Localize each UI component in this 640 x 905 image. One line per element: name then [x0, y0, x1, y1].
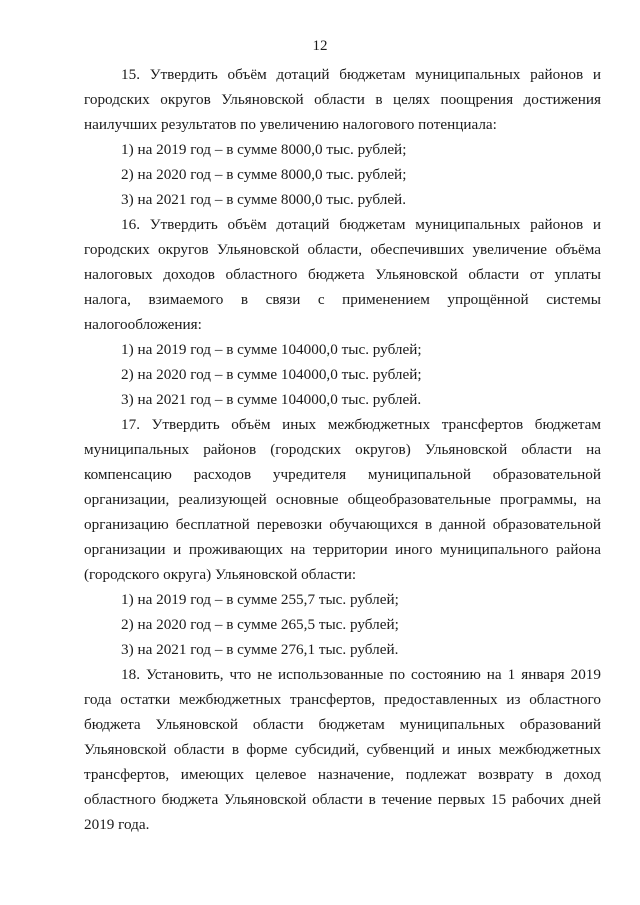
paragraph-15: 15. Утвердить объём дотаций бюджетам муниципальных районов и городских округов Ульяновской области в целях поощрения достижения наилучших результатов по увеличению налогового потенциала:: [84, 66, 601, 133]
paragraph-17-item-3: 3) на 2021 год – в сумме 276,1 тыс. рублей.: [121, 641, 399, 658]
document-body: [84, 62, 601, 837]
paragraph-16: 16. Утвердить объём дотаций бюджетам муниципальных районов и городских округов Ульяновской области, обеспечивших увеличение объёма налоговых доходов областного бюджета Ульяновской области от уплаты налога, взимаемого в связи с применением упрощённой системы налогообложения:: [84, 216, 601, 333]
paragraph-15-item-3: 3) на 2021 год – в сумме 8000,0 тыс. рублей.: [121, 191, 406, 208]
paragraph-15-item-1: 1) на 2019 год – в сумме 8000,0 тыс. рублей;: [121, 141, 407, 158]
paragraph-16-item-3: 3) на 2021 год – в сумме 104000,0 тыс. рублей.: [121, 391, 422, 408]
paragraph-17: 17. Утвердить объём иных межбюджетных трансфертов бюджетам муниципальных районов (городских округов) Ульяновской области на компенсацию расходов учредителя муниципальной образовательной организации, реализующей основные общеобразовательные программы, на организацию бесплатной перевозки обучающихся в данной образовательной организации и проживающих на территории иного муниципального района (городского округа) Ульяновской области:: [84, 416, 601, 583]
paragraph-16-item-2: 2) на 2020 год – в сумме 104000,0 тыс. рублей;: [121, 366, 422, 383]
paragraph-15-item-2: 2) на 2020 год – в сумме 8000,0 тыс. рублей;: [121, 166, 407, 183]
page-number: 12: [312, 38, 328, 54]
paragraph-17-item-2: 2) на 2020 год – в сумме 265,5 тыс. рублей;: [121, 616, 399, 633]
paragraph-16-item-1: 1) на 2019 год – в сумме 104000,0 тыс. рублей;: [121, 341, 422, 358]
paragraph-18: 18. Установить, что не использованные по состоянию на 1 января 2019 года остатки межбюджетных трансфертов, предоставленных из областного бюджета Ульяновской области бюджетам муниципальных образований Ульяновской области в форме субсидий, субвенций и иных межбюджетных трансфертов, имеющих целевое назначение, подлежат возврату в доход областного бюджета Ульяновской области в течение первых 15 рабочих дней 2019 года.: [84, 666, 601, 833]
paragraph-17-item-1: 1) на 2019 год – в сумме 255,7 тыс. рублей;: [121, 591, 399, 608]
